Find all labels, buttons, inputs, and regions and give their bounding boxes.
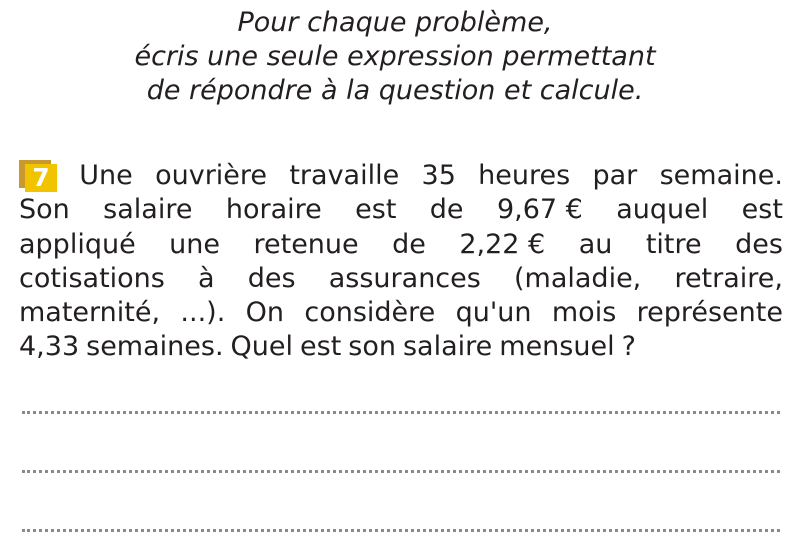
word: des: [247, 262, 296, 294]
word: est: [300, 331, 342, 363]
problem-line: [19, 159, 783, 193]
instruction-line: écris une seule expression permettant: [134, 41, 656, 72]
price-value: 9,67 €: [496, 194, 583, 226]
word: son: [348, 331, 396, 363]
instruction-line: Pour chaque problème,: [237, 7, 553, 38]
word: appliqué: [19, 228, 136, 260]
word: des: [735, 228, 783, 260]
word: 35: [421, 160, 456, 191]
word: représente: [636, 297, 783, 329]
word: est: [741, 194, 783, 226]
word: salaire: [402, 331, 493, 363]
instructions: [0, 6, 790, 108]
word: ?: [621, 331, 636, 363]
word: à: [198, 262, 215, 294]
word: mensuel: [499, 331, 615, 363]
answer-line[interactable]: [22, 470, 780, 473]
problem-number: 7: [25, 164, 57, 192]
word: maternité,: [19, 297, 161, 329]
problem-number-badge: [19, 160, 57, 192]
word: 4,33: [19, 331, 80, 363]
problem-line: [19, 193, 783, 227]
problem-line: [19, 330, 783, 364]
word: On: [245, 297, 285, 329]
answer-line[interactable]: [22, 411, 780, 414]
word: horaire: [225, 194, 322, 226]
word: de: [392, 228, 426, 260]
word: travaille: [289, 160, 400, 191]
word: qu'un: [455, 297, 532, 329]
word: Quel: [230, 331, 294, 363]
word: par: [592, 160, 638, 191]
word: au: [578, 228, 613, 260]
problem-line: [19, 262, 783, 296]
word: est: [355, 194, 397, 226]
word: (maladie,: [514, 262, 642, 294]
word: ouvrière: [155, 160, 268, 191]
word: cotisations: [19, 262, 165, 294]
word: titre: [645, 228, 702, 260]
problem-line: [19, 228, 783, 262]
word: auquel: [616, 194, 709, 226]
instruction-line: de répondre à la question et calcule.: [146, 75, 644, 106]
word: salaire: [103, 194, 193, 226]
price-value: 2,22 €: [459, 228, 546, 260]
word: heures: [478, 160, 571, 191]
word: retraire,: [674, 262, 783, 294]
answer-line[interactable]: [22, 529, 780, 532]
word: assurances: [328, 262, 481, 294]
word: Une: [79, 160, 133, 191]
problem-statement: [19, 159, 783, 365]
word: semaine.: [659, 160, 783, 191]
word: de: [429, 194, 464, 226]
word: mois: [551, 297, 617, 329]
word: Son: [19, 194, 70, 226]
problem-line: [19, 296, 783, 330]
word: considère: [304, 297, 436, 329]
word: retenue: [253, 228, 359, 260]
word: semaines.: [86, 331, 224, 363]
word: une: [169, 228, 221, 260]
word: ...).: [180, 297, 226, 329]
